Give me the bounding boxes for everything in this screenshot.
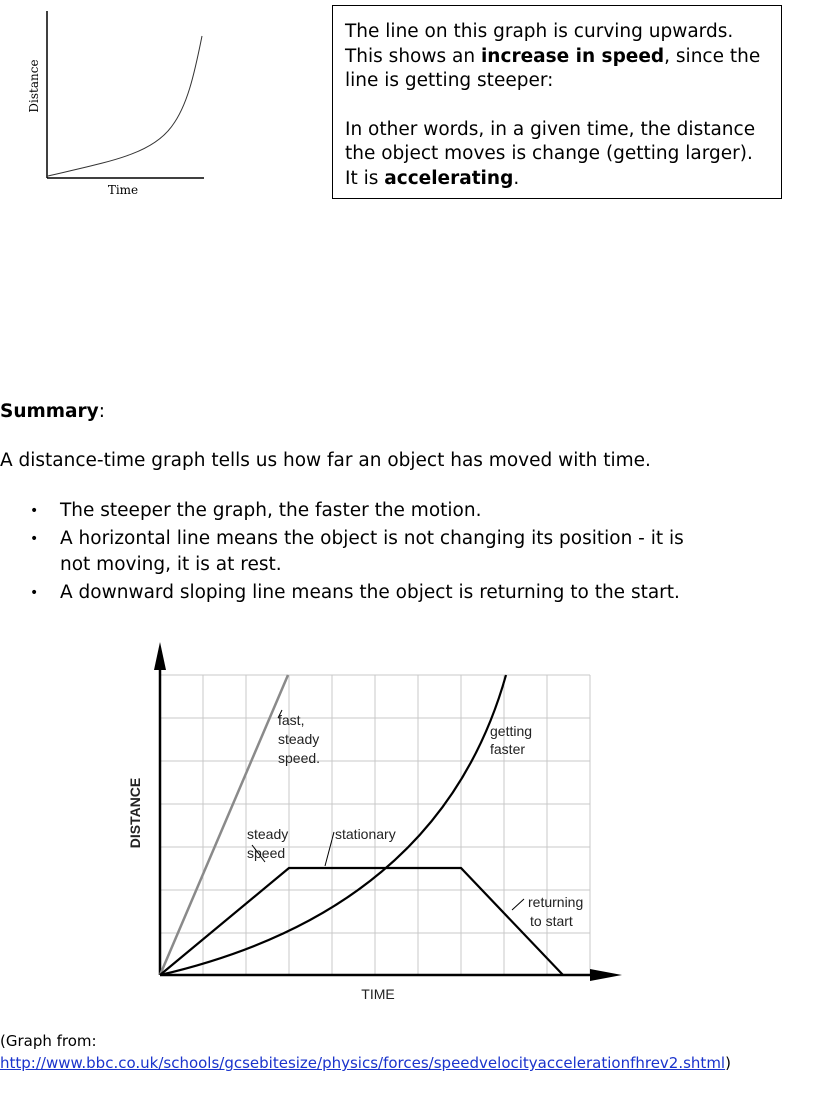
- list-item: • A horizontal line means the object is not changing its position - it is not moving, it is at rest.: [30, 528, 684, 575]
- x-axis-arrow: [590, 969, 622, 981]
- distance-time-graph: [120, 640, 630, 1010]
- label-stationary: stationary: [335, 826, 396, 842]
- label-returning: returning to start: [528, 894, 584, 929]
- credit-line: http://www.bbc.co.uk/schools/gcsebitesize/physics/forces/speedvelocityaccelerationfhrev2.shtml): [0, 1054, 731, 1072]
- label-steady-speed: steady speed: [247, 826, 289, 861]
- list-item: • The steeper the graph, the faster the motion.: [30, 500, 482, 521]
- summary-intro: A distance-time graph tells us how far an object has moved with time.: [0, 450, 651, 471]
- y-axis-label: DISTANCE: [127, 777, 143, 849]
- y-axis-arrow: [154, 642, 166, 670]
- accelerating-graph: [22, 6, 212, 201]
- x-axis-label: TIME: [361, 986, 395, 1002]
- graph-credit: [0, 1030, 731, 1074]
- curve-line: [48, 36, 202, 176]
- fast-steady-line: [160, 675, 288, 975]
- label-pointer: [512, 899, 524, 910]
- explanation-paragraph-1: The line on this graph is curving upwards. This shows an increase in speed, since the line is getting steeper:: [345, 21, 761, 91]
- getting-faster-curve: [160, 675, 506, 975]
- explanation-box: [332, 5, 782, 199]
- x-axis-label: Time: [107, 183, 139, 197]
- list-item: • A downward sloping line means the object is returning to the start.: [30, 582, 680, 603]
- y-axis-label: Distance: [27, 59, 41, 113]
- label-getting-faster: getting faster: [490, 723, 533, 757]
- summary-bullet-list: [0, 498, 760, 606]
- explanation-paragraph-2: In other words, in a given time, the distance the object moves is change (getting larger). It is accelerating.: [345, 118, 756, 189]
- label-fast-steady: fast, steady speed.: [278, 712, 321, 766]
- label-pointer: [325, 832, 334, 866]
- summary-heading: Summary:: [0, 401, 105, 422]
- source-link[interactable]: http://www.bbc.co.uk/schools/gcsebitesize/physics/forces/speedvelocityaccelerationfhrev2.shtml: [0, 1054, 726, 1072]
- credit-prefix: (Graph from:: [0, 1032, 97, 1050]
